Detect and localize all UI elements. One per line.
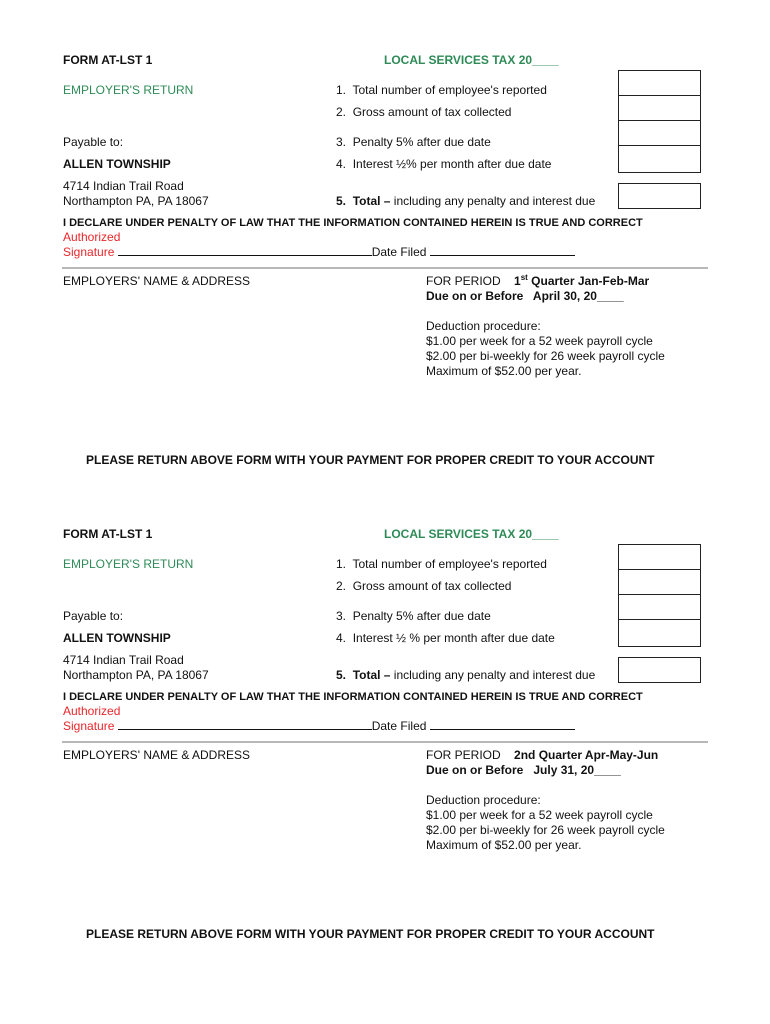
total-box[interactable] (618, 657, 701, 683)
period-suffix: st (520, 273, 528, 282)
deduction-line: $2.00 per bi-weekly for 26 week payroll cycle (426, 349, 665, 363)
date-filed-label: Date Filed (371, 245, 427, 259)
item-text: including any penalty and interest due (390, 194, 596, 208)
employee-count-box[interactable] (618, 70, 701, 96)
item-3 (336, 609, 491, 624)
signature-line[interactable] (118, 718, 372, 730)
item-num: 1. (336, 557, 347, 571)
payee-address-line2: Northampton PA, PA 18067 (63, 194, 209, 208)
payee-address-line1: 4714 Indian Trail Road (63, 653, 184, 667)
divider (62, 267, 708, 269)
return-notice: PLEASE RETURN ABOVE FORM WITH YOUR PAYMENT FOR PROPER CREDIT TO YOUR ACCOUNT (86, 453, 655, 467)
date-filed-line[interactable] (430, 244, 575, 256)
period-quarter: Quarter Jan-Feb-Mar (527, 274, 650, 288)
interest-box[interactable] (618, 619, 701, 647)
item-num: 2. (336, 579, 347, 593)
due-line (426, 289, 624, 304)
deduction-line: $1.00 per week for a 52 week payroll cycle (426, 808, 653, 822)
item-3 (336, 135, 491, 150)
item-num: 3. (336, 135, 347, 149)
payee-address-line1: 4714 Indian Trail Road (63, 179, 184, 193)
signature-line[interactable] (118, 244, 372, 256)
total-label: Total – (352, 194, 391, 208)
item-text: Gross amount of tax collected (352, 105, 512, 119)
signature-label: Signature (63, 719, 115, 733)
authorized-label: Authorized (63, 704, 121, 718)
item-num: 2. (336, 105, 347, 119)
item-2 (336, 105, 511, 120)
payable-to-label: Payable to: (63, 609, 124, 623)
date-filed-line[interactable] (430, 718, 575, 730)
item-text: Penalty 5% after due date (352, 609, 491, 623)
gross-amount-box[interactable] (618, 95, 701, 121)
item-text: Interest ½ % per month after due date (352, 631, 555, 645)
item-num: 4. (336, 157, 347, 171)
signature-row (63, 718, 575, 734)
item-num: 4. (336, 631, 347, 645)
payable-to-label: Payable to: (63, 135, 124, 149)
due-label: Due on or Before (426, 289, 524, 303)
authorized-label: Authorized (63, 230, 121, 244)
item-text: Total number of employee's reported (352, 83, 547, 97)
return-type: EMPLOYER'S RETURN (63, 83, 194, 97)
tax-title: LOCAL SERVICES TAX 20____ (384, 527, 559, 541)
employee-count-box[interactable] (618, 544, 701, 570)
due-line (426, 763, 621, 778)
interest-box[interactable] (618, 145, 701, 173)
divider (62, 741, 708, 743)
signature-label: Signature (63, 245, 115, 259)
for-period-label: FOR PERIOD (426, 748, 501, 762)
return-notice: PLEASE RETURN ABOVE FORM WITH YOUR PAYMENT FOR PROPER CREDIT TO YOUR ACCOUNT (86, 927, 655, 941)
form-id: FORM AT-LST 1 (63, 53, 153, 67)
item-num: 3. (336, 609, 347, 623)
due-date: April 30, 20____ (532, 289, 624, 303)
item-1 (336, 83, 547, 98)
payee-address-line2: Northampton PA, PA 18067 (63, 668, 209, 682)
item-5-total (336, 194, 595, 209)
signature-row (63, 244, 575, 260)
employer-name-address-label: EMPLOYERS' NAME & ADDRESS (63, 274, 251, 288)
period-line (426, 748, 658, 763)
item-num: 5. (336, 668, 347, 682)
item-num: 1. (336, 83, 347, 97)
total-box[interactable] (618, 183, 701, 209)
due-label: Due on or Before (426, 763, 524, 777)
deduction-title: Deduction procedure: (426, 319, 541, 333)
item-num: 5. (336, 194, 347, 208)
item-5-total (336, 668, 595, 683)
payee-name: ALLEN TOWNSHIP (63, 631, 171, 645)
tax-title: LOCAL SERVICES TAX 20____ (384, 53, 559, 67)
deduction-line: $1.00 per week for a 52 week payroll cycle (426, 334, 653, 348)
deduction-line: Maximum of $52.00 per year. (426, 838, 582, 852)
penalty-box[interactable] (618, 120, 701, 146)
item-4 (336, 631, 555, 646)
total-label: Total – (352, 668, 391, 682)
period-number: 1 (514, 274, 521, 288)
payee-name: ALLEN TOWNSHIP (63, 157, 171, 171)
item-text: Interest ½% per month after due date (352, 157, 552, 171)
deduction-line: $2.00 per bi-weekly for 26 week payroll cycle (426, 823, 665, 837)
item-text: including any penalty and interest due (390, 668, 596, 682)
declaration: I DECLARE UNDER PENALTY OF LAW THAT THE INFORMATION CONTAINED HEREIN IS TRUE AND CORRECT (63, 217, 643, 229)
for-period-label: FOR PERIOD (426, 274, 501, 288)
deduction-line: Maximum of $52.00 per year. (426, 364, 582, 378)
due-date: July 31, 20____ (533, 763, 621, 777)
employer-name-address-label: EMPLOYERS' NAME & ADDRESS (63, 748, 251, 762)
item-text: Gross amount of tax collected (352, 579, 512, 593)
return-type: EMPLOYER'S RETURN (63, 557, 194, 571)
period-number: 2nd (514, 748, 536, 762)
period-line (426, 274, 649, 289)
item-4 (336, 157, 551, 172)
form-id: FORM AT-LST 1 (63, 527, 153, 541)
deduction-title: Deduction procedure: (426, 793, 541, 807)
declaration: I DECLARE UNDER PENALTY OF LAW THAT THE INFORMATION CONTAINED HEREIN IS TRUE AND CORRECT (63, 691, 643, 703)
item-1 (336, 557, 547, 572)
date-filed-label: Date Filed (371, 719, 427, 733)
form-q1 (0, 0, 770, 474)
penalty-box[interactable] (618, 594, 701, 620)
gross-amount-box[interactable] (618, 569, 701, 595)
period-quarter: Quarter Apr-May-Jun (535, 748, 659, 762)
item-2 (336, 579, 511, 594)
item-text: Total number of employee's reported (352, 557, 547, 571)
form-q2 (0, 474, 770, 948)
item-text: Penalty 5% after due date (352, 135, 491, 149)
